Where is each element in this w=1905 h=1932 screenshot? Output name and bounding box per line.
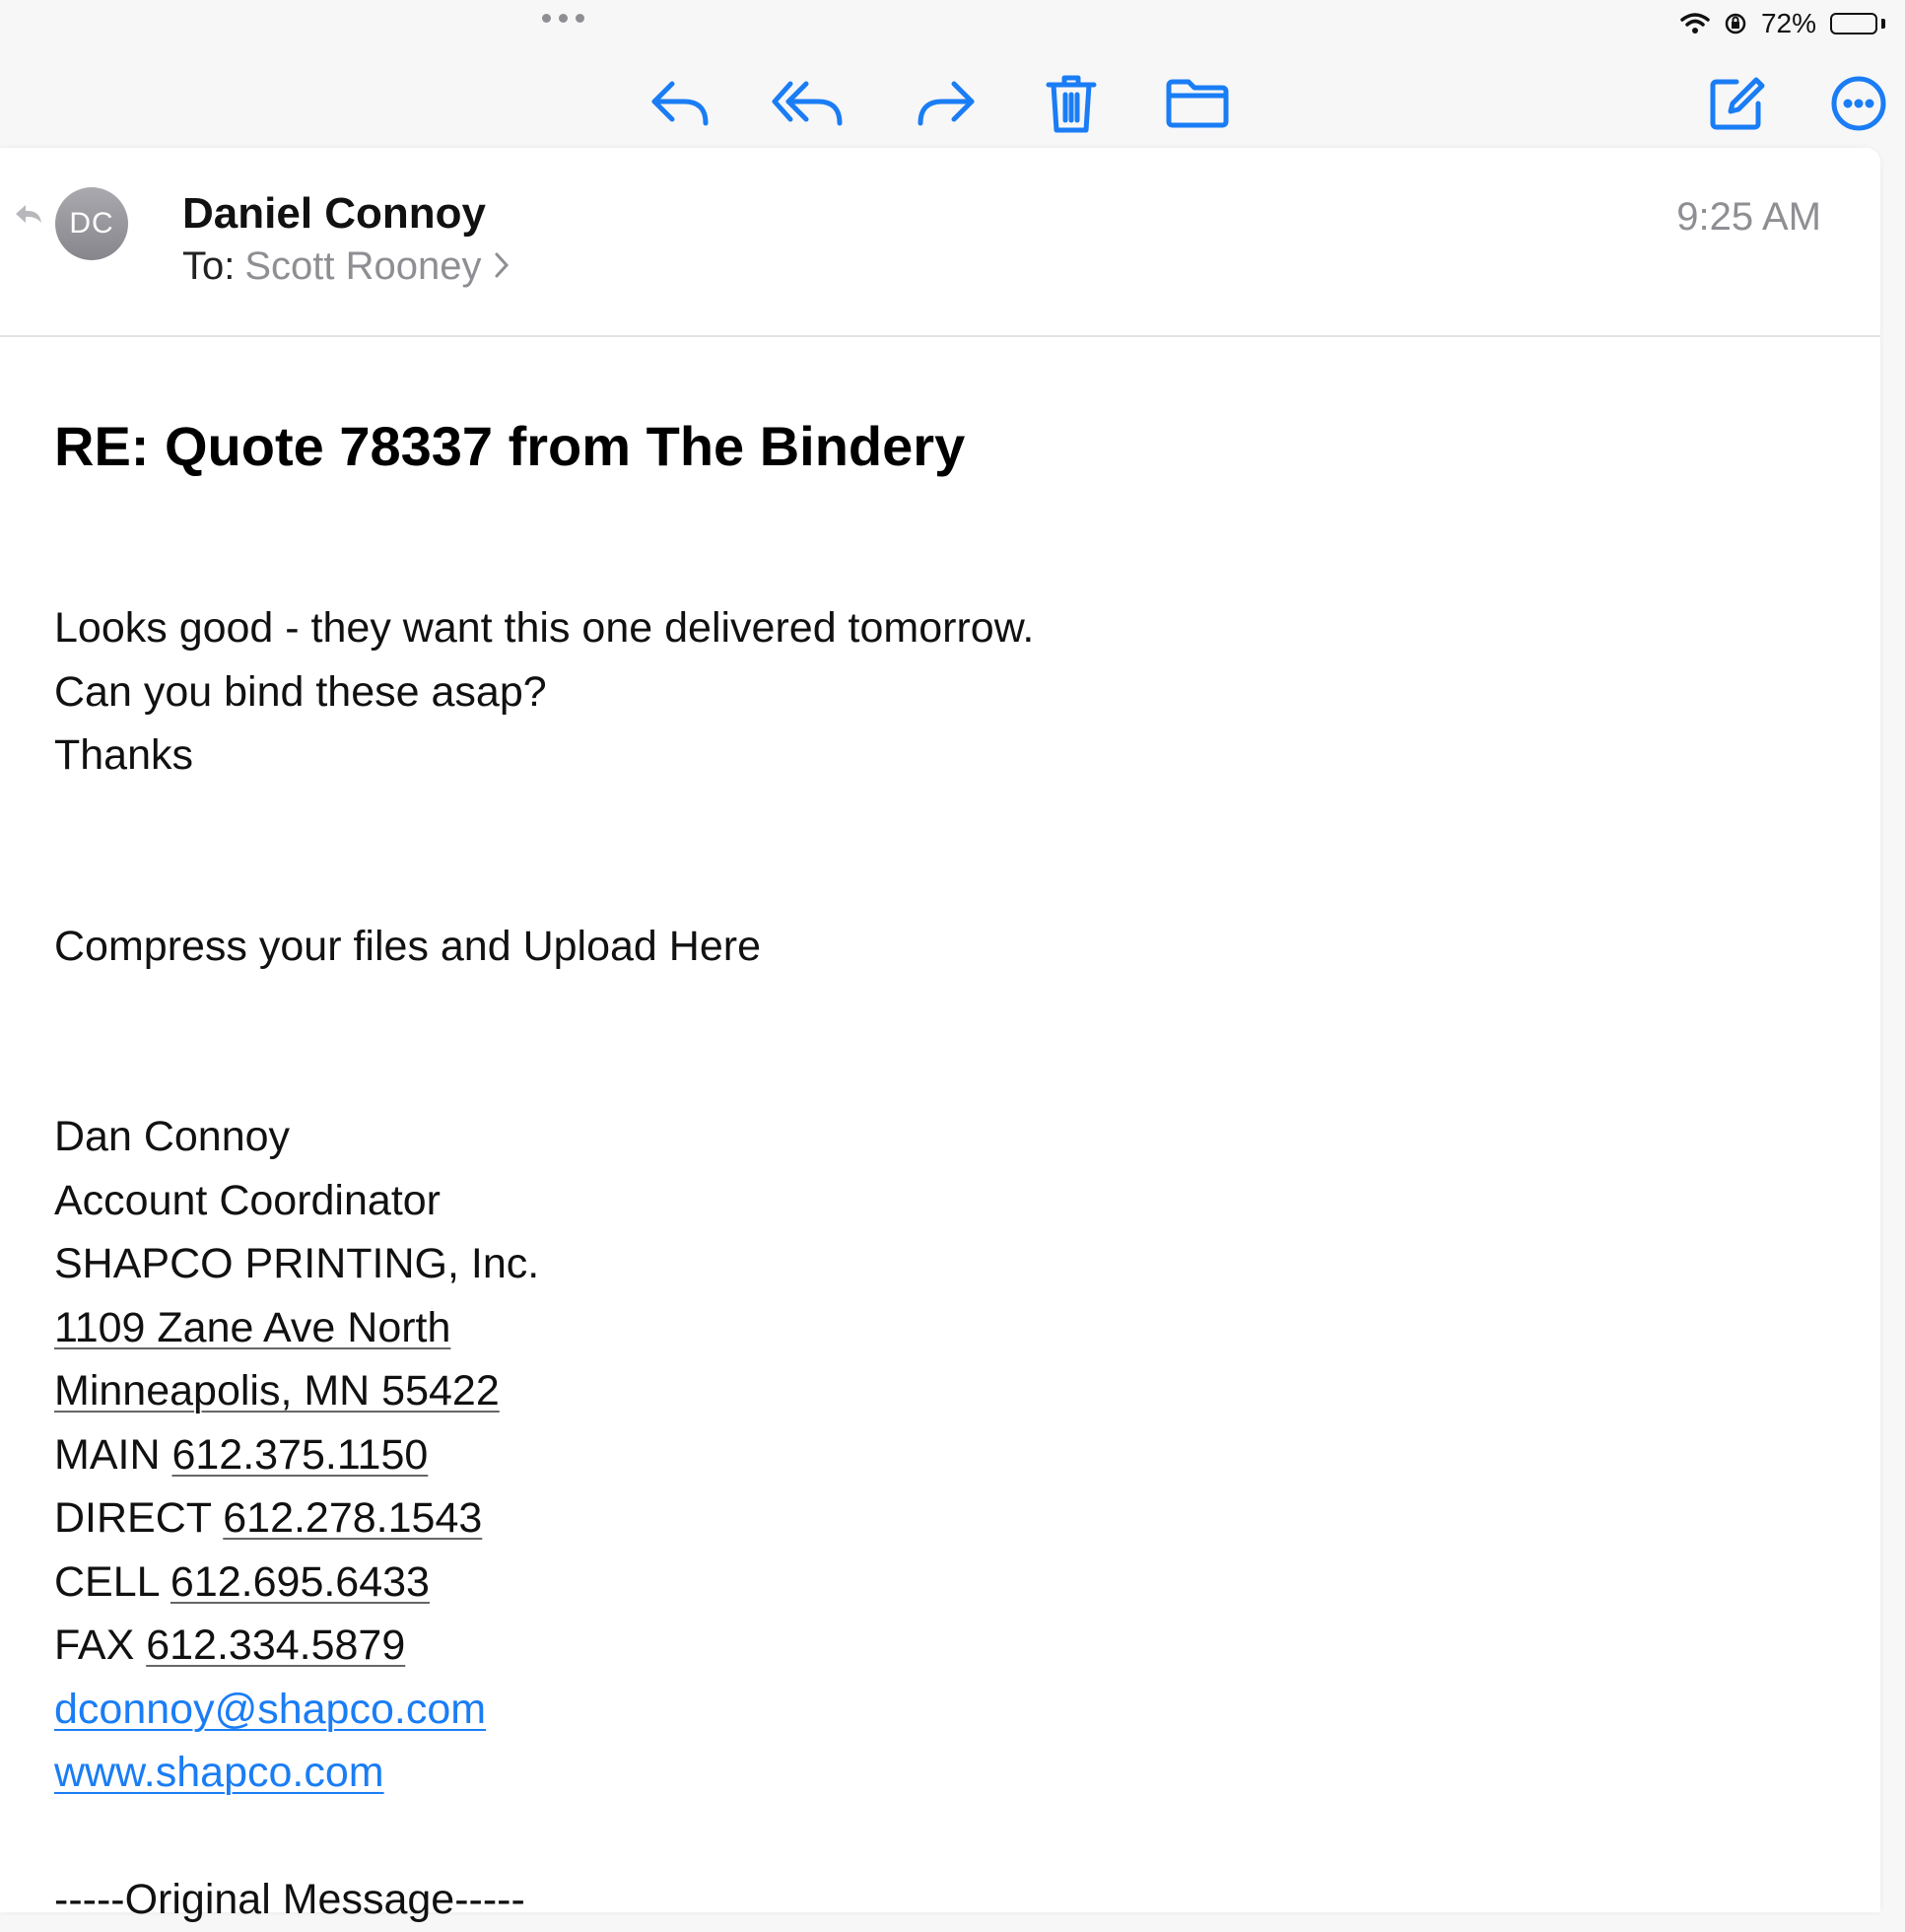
main-phone-link[interactable]: 612.375.1150	[171, 1430, 429, 1479]
body-line: Can you bind these asap?	[54, 667, 547, 716]
original-message-divider: -----Original Message-----	[54, 1876, 525, 1923]
fax-phone-link[interactable]: 612.334.5879	[146, 1622, 406, 1669]
address-link-street[interactable]: 1109 Zane Ave North	[54, 1303, 451, 1351]
reply-all-button[interactable]	[769, 64, 848, 143]
forward-icon	[915, 76, 978, 131]
reply-button[interactable]	[641, 64, 719, 143]
body-line: Thanks	[54, 731, 194, 779]
wifi-icon	[1680, 12, 1710, 35]
battery-icon	[1830, 13, 1885, 34]
signature-title: Account Coordinator	[54, 1176, 441, 1224]
body-line: Looks good - they want this one delivered tomorrow.	[54, 604, 1035, 652]
fax-label: FAX	[54, 1622, 135, 1669]
address-link-city[interactable]: Minneapolis, MN 55422	[54, 1367, 500, 1414]
direct-phone-label: DIRECT	[54, 1494, 212, 1542]
message-view	[0, 148, 1880, 1923]
status-bar	[1680, 0, 1905, 47]
forward-button[interactable]	[907, 64, 986, 143]
move-to-folder-button[interactable]	[1158, 64, 1237, 143]
trash-button[interactable]	[1032, 64, 1111, 143]
signature-name: Dan Connoy	[54, 1113, 291, 1160]
email-link[interactable]: dconnoy@shapco.com	[54, 1685, 487, 1733]
message-body	[54, 596, 1034, 1932]
multitasking-dots[interactable]	[542, 14, 584, 23]
main-phone-label: MAIN	[54, 1430, 161, 1479]
recipient-name[interactable]: Scott Rooney	[244, 244, 482, 288]
reply-all-icon	[771, 76, 846, 131]
more-button[interactable]	[1819, 64, 1898, 143]
trash-icon	[1045, 73, 1098, 134]
upload-line: Compress your files and Upload Here	[54, 922, 761, 970]
cell-phone-link[interactable]: 612.695.6433	[170, 1557, 430, 1606]
folder-icon	[1165, 78, 1230, 129]
avatar[interactable]: DC	[55, 187, 128, 260]
signature-company: SHAPCO PRINTING, Inc.	[54, 1240, 540, 1287]
message-toolbar	[0, 54, 1905, 153]
compose-button[interactable]	[1697, 64, 1776, 143]
website-link[interactable]: www.shapco.com	[54, 1749, 384, 1796]
battery-percent: 72%	[1760, 8, 1816, 38]
direct-phone-link[interactable]: 612.278.1543	[223, 1494, 483, 1542]
compose-icon	[1707, 74, 1766, 133]
timestamp: 9:25 AM	[1676, 195, 1821, 239]
to-label: To:	[182, 244, 236, 288]
cell-phone-label: CELL	[54, 1557, 159, 1606]
recipients-line[interactable]	[182, 244, 510, 289]
more-icon	[1829, 74, 1888, 133]
orientation-lock-icon	[1724, 12, 1747, 35]
message-header	[0, 148, 1880, 337]
chevron-right-icon[interactable]	[494, 244, 510, 289]
reply-icon	[648, 76, 712, 131]
sender-name[interactable]: Daniel Connoy	[182, 189, 487, 238]
subject: RE: Quote 78337 from The Bindery	[54, 415, 966, 477]
replied-indicator-icon	[14, 203, 43, 232]
